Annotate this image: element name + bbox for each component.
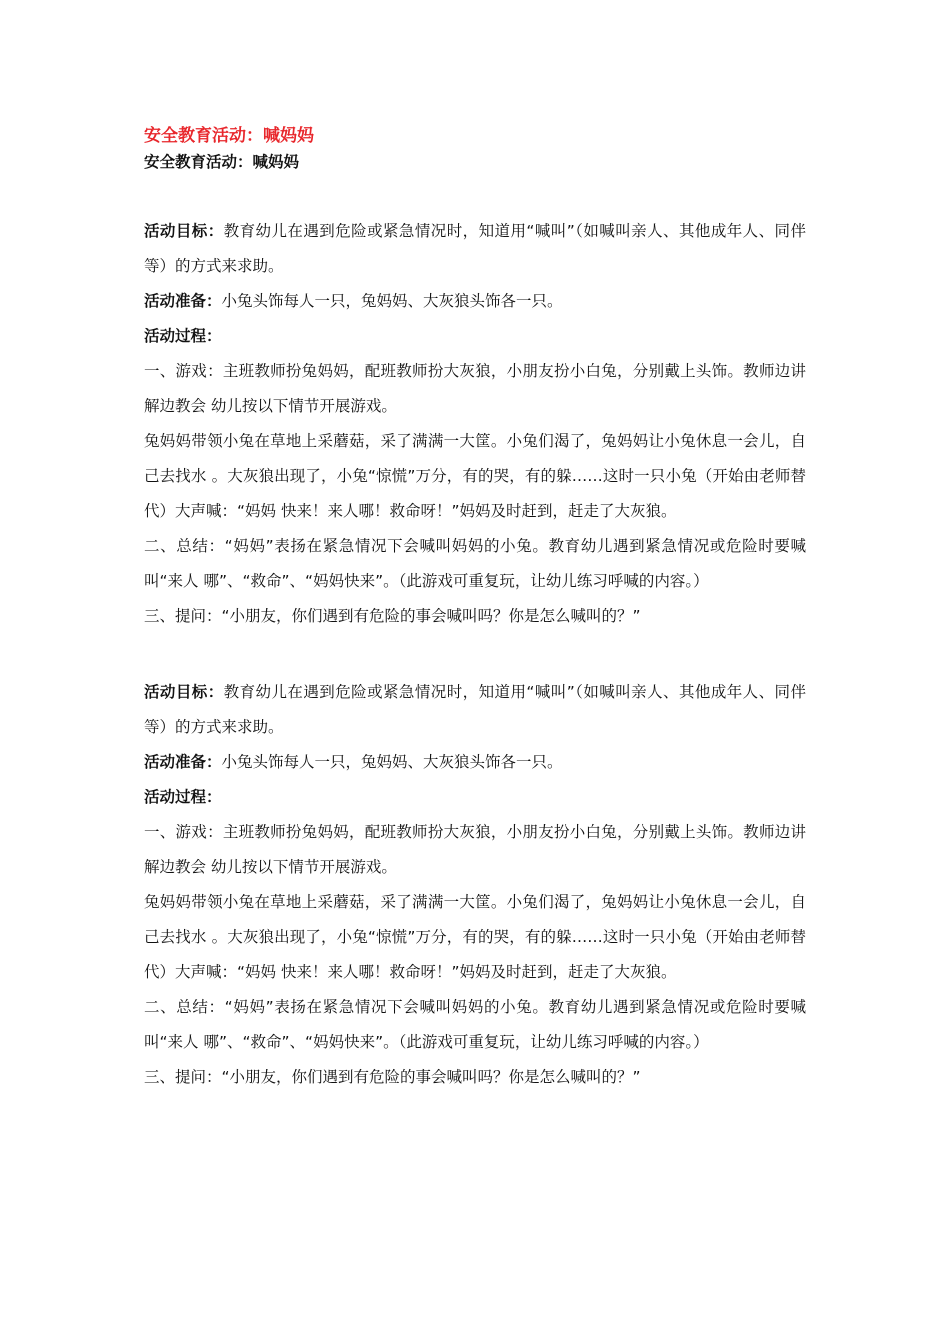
spacer (144, 174, 806, 214)
story-paragraph: 兔妈妈带领小兔在草地上采蘑菇，采了满满一大筐。小兔们渴了，兔妈妈让小兔休息一会儿，自己去找水 。大灰狼出现了，小兔“惊慌”万分，有的哭，有的躲……这时一只小兔（开始由老师替代）大声喊：“妈妈 快来！来人哪！救命呀！”妈妈及时赶到，赶走了大灰狼。 (144, 893, 806, 981)
goal-text: 教育幼儿在遇到危险或紧急情况时，知道用“喊叫”（如喊叫亲人、其他成年人、同伴等）的方式来求助。 (144, 222, 806, 275)
activity-process (144, 319, 806, 354)
process-label: 活动过程： (144, 788, 222, 806)
prep-label: 活动准备： (144, 753, 222, 771)
process-label: 活动过程： (144, 327, 222, 345)
step-game: 一、游戏：主班教师扮兔妈妈，配班教师扮大灰狼，小朋友扮小白兔，分别戴上头饰。教师边讲解边教会 幼儿按以下情节开展游戏。 (144, 362, 806, 415)
goal-label: 活动目标： (144, 222, 224, 240)
activity-goal (144, 214, 806, 284)
document-title: 安全教育活动：喊妈妈 (144, 126, 314, 146)
prep-text: 小兔头饰每人一只，兔妈妈、大灰狼头饰各一只。 (221, 292, 563, 310)
activity-preparation (144, 745, 806, 780)
spacer (144, 634, 806, 675)
goal-text: 教育幼儿在遇到危险或紧急情况时，知道用“喊叫”（如喊叫亲人、其他成年人、同伴等）的方式来求助。 (144, 683, 806, 736)
step-question: 三、提问：“小朋友，你们遇到有危险的事会喊叫吗？你是怎么喊叫的？” (144, 607, 641, 625)
goal-label: 活动目标： (144, 683, 224, 701)
activity-section-1 (144, 214, 806, 634)
step-game: 一、游戏：主班教师扮兔妈妈，配班教师扮大灰狼，小朋友扮小白兔，分别戴上头饰。教师边讲解边教会 幼儿按以下情节开展游戏。 (144, 823, 806, 876)
story-paragraph: 兔妈妈带领小兔在草地上采蘑菇，采了满满一大筐。小兔们渴了，兔妈妈让小兔休息一会儿，自己去找水 。大灰狼出现了，小兔“惊慌”万分，有的哭，有的躲……这时一只小兔（开始由老师替代）大声喊：“妈妈 快来！来人哪！救命呀！”妈妈及时赶到，赶走了大灰狼。 (144, 432, 806, 520)
document-content (144, 122, 806, 1095)
activity-process (144, 780, 806, 815)
step-summary: 二、总结：“妈妈”表扬在紧急情况下会喊叫妈妈的小兔。教育幼儿遇到紧急情况或危险时要喊叫“来人 哪”、“救命”、“妈妈快来”。（此游戏可重复玩，让幼儿练习呼喊的内容。） (144, 998, 806, 1051)
prep-label: 活动准备： (144, 292, 222, 310)
step-summary: 二、总结：“妈妈”表扬在紧急情况下会喊叫妈妈的小兔。教育幼儿遇到紧急情况或危险时要喊叫“来人 哪”、“救命”、“妈妈快来”。（此游戏可重复玩，让幼儿练习呼喊的内容。） (144, 537, 806, 590)
activity-goal (144, 675, 806, 745)
activity-preparation (144, 284, 806, 319)
step-question: 三、提问：“小朋友，你们遇到有危险的事会喊叫吗？你是怎么喊叫的？” (144, 1068, 641, 1086)
document-subtitle: 安全教育活动：喊妈妈 (144, 153, 300, 171)
activity-section-2 (144, 675, 806, 1095)
prep-text: 小兔头饰每人一只，兔妈妈、大灰狼头饰各一只。 (221, 753, 563, 771)
